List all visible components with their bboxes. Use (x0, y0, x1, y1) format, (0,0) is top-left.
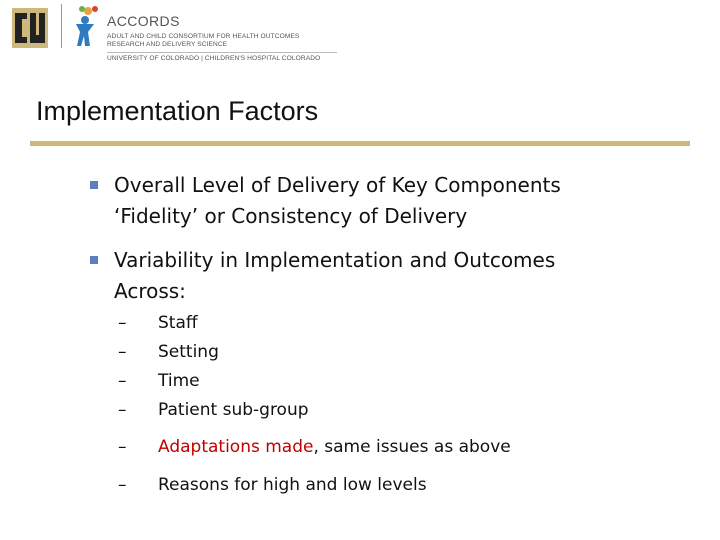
brand-subtitle (107, 33, 299, 49)
dash-icon: – (118, 371, 127, 391)
brand-subtitle-line1: ADULT AND CHILD CONSORTIUM FOR HEALTH OUTCOMES (107, 33, 300, 40)
bullet-item (114, 245, 555, 307)
dash-icon: – (118, 400, 127, 420)
bullet-line: Across: (114, 279, 186, 303)
bullet-item (114, 170, 561, 232)
dash-icon: – (118, 475, 127, 495)
institutions-rule (107, 52, 337, 53)
slide-title: Implementation Factors (36, 96, 319, 126)
header-divider (61, 4, 62, 48)
dash-icon: – (118, 437, 127, 457)
sub-item-label: Patient sub-group (158, 400, 309, 420)
sub-item (118, 342, 219, 362)
sub-item-label: Staff (158, 313, 198, 333)
sub-item-label: , same issues as above (313, 437, 511, 457)
bullet-line: Variability in Implementation and Outcomes (114, 248, 556, 272)
accords-figure-icon (68, 4, 102, 48)
title-underline (30, 141, 690, 146)
sub-item (118, 475, 427, 495)
sub-item-label: Reasons for high and low levels (158, 475, 427, 495)
brand-name: ACCORDS (107, 13, 180, 29)
dash-icon: – (118, 342, 127, 362)
sub-item-label: Time (158, 371, 200, 391)
cu-logo-icon (12, 8, 48, 48)
sub-item (118, 313, 198, 333)
highlight-text: Adaptations made (158, 437, 314, 457)
sub-item (118, 437, 511, 457)
institutions-line: UNIVERSITY OF COLORADO | CHILDREN'S HOSPITAL COLORADO (107, 55, 321, 62)
bullet-line: ‘Fidelity’ or Consistency of Delivery (114, 204, 468, 228)
bullet-line: Overall Level of Delivery of Key Components (114, 173, 561, 197)
bullet-square-icon (90, 181, 98, 189)
sub-item (118, 371, 200, 391)
sub-item-label: Setting (158, 342, 219, 362)
bullet-square-icon (90, 256, 98, 264)
brand-subtitle-line2: RESEARCH AND DELIVERY SCIENCE (107, 41, 228, 48)
sub-item (118, 400, 309, 420)
dash-icon: – (118, 313, 127, 333)
